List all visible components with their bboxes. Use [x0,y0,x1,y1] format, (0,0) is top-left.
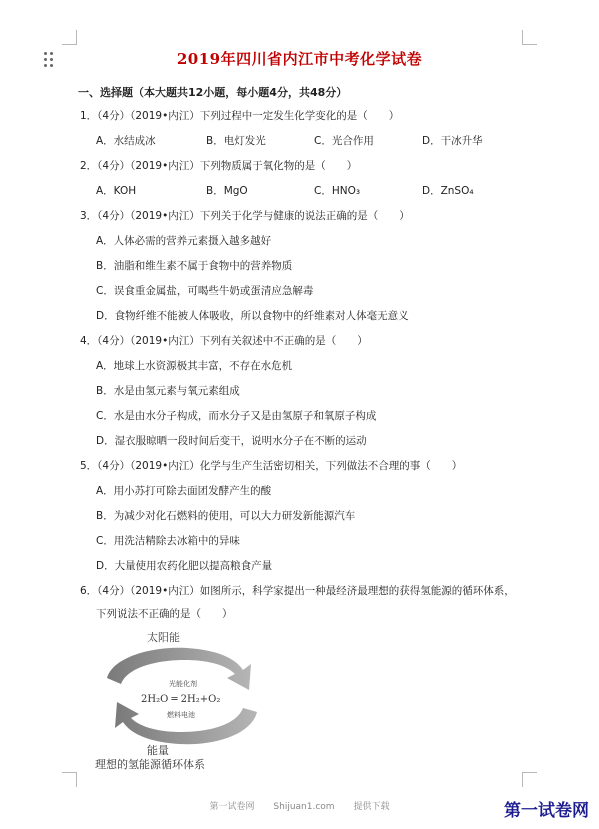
reaction-equation: 2H₂O ═ 2H₂+O₂ [141,694,221,705]
option: C．光合作用 [314,135,374,147]
question-stem: 1．（4分）（2019•内江）下列过程中一定发生化学变化的是（ ） [80,110,400,122]
option: D．食物纤维不能被人体吸收，所以食物中的纤维素对人体毫无意义 [96,310,409,322]
option: C．水是由水分子构成，而水分子又是由氢原子和氧原子构成 [96,410,377,422]
option: B．水是由氢元素与氧元素组成 [96,385,240,397]
catalyst-label: 光能化剂 [169,680,197,688]
option: D．ZnSO₄ [422,185,474,197]
footer-domain: Shijuan1.com [273,802,335,812]
option: A．人体必需的营养元素摄入越多越好 [96,235,272,247]
footer-site: 第一试卷网 [209,802,255,812]
page-corner-mark [522,30,537,45]
footer-download: 提供下载 [353,802,390,812]
hydrogen-cycle-figure [95,632,270,770]
option: C．用洗洁精除去冰箱中的异味 [96,535,240,547]
page-corner-mark [522,772,537,787]
question-stem: 4．（4分）（2019•内江）下列有关叙述中不正确的是（ ） [80,335,368,347]
option: D．湿衣服晾晒一段时间后变干，说明水分子在不断的运动 [96,435,367,447]
question-stem: 5．（4分）（2019•内江）化学与生产生活密切相关，下列做法不合理的事（ ） [80,460,463,472]
question-stem: 3．（4分）（2019•内江）下列关于化学与健康的说法正确的是（ ） [80,210,410,222]
option: B．油脂和维生素不属于食物中的营养物质 [96,260,293,272]
option: A．KOH [96,185,137,197]
section-heading: 一、选择题（本大题共12小题，每小题4分，共48分） [78,86,348,99]
cycle-diagram [95,632,270,770]
option: C．误食重金属盐，可喝些牛奶或蛋清应急解毒 [96,285,314,297]
option: A．用小苏打可除去面团发酵产生的酸 [96,485,272,497]
question-stem: 2．（4分）（2019•内江）下列物质属于氧化物的是（ ） [80,160,358,172]
solar-energy-label: 太阳能 [147,632,180,644]
fuel-cell-label: 燃料电池 [167,711,195,719]
watermark-logo: 第一试卷网 [504,801,589,821]
question-stem: 6．（4分）（2019•内江）如图所示，科学家提出一种最经济最理想的获得氢能源的循环体系， [80,585,515,597]
option: B．MgO [206,185,248,197]
cycle-arrow-bottom [115,702,257,744]
figure-caption: 理想的氢能源循环体系 [95,758,205,770]
option: B．为减少对化石燃料的使用，可以大力研发新能源汽车 [96,510,356,522]
page-corner-mark [62,772,77,787]
option: D．干冰升华 [422,135,483,147]
energy-label: 能量 [147,744,169,757]
exam-title: 2019年四川省内江市中考化学试卷 [176,50,423,68]
question-stem-continued: 下列说法不正确的是（ ） [96,608,233,620]
option: A．水结成冰 [96,135,156,147]
option: B．电灯发光 [206,135,266,147]
option: A．地球上水资源极其丰富，不存在水危机 [96,360,293,372]
option: D．大量使用农药化肥以提高粮食产量 [96,560,273,572]
page-corner-mark [62,30,77,45]
option: C．HNO₃ [314,185,361,197]
